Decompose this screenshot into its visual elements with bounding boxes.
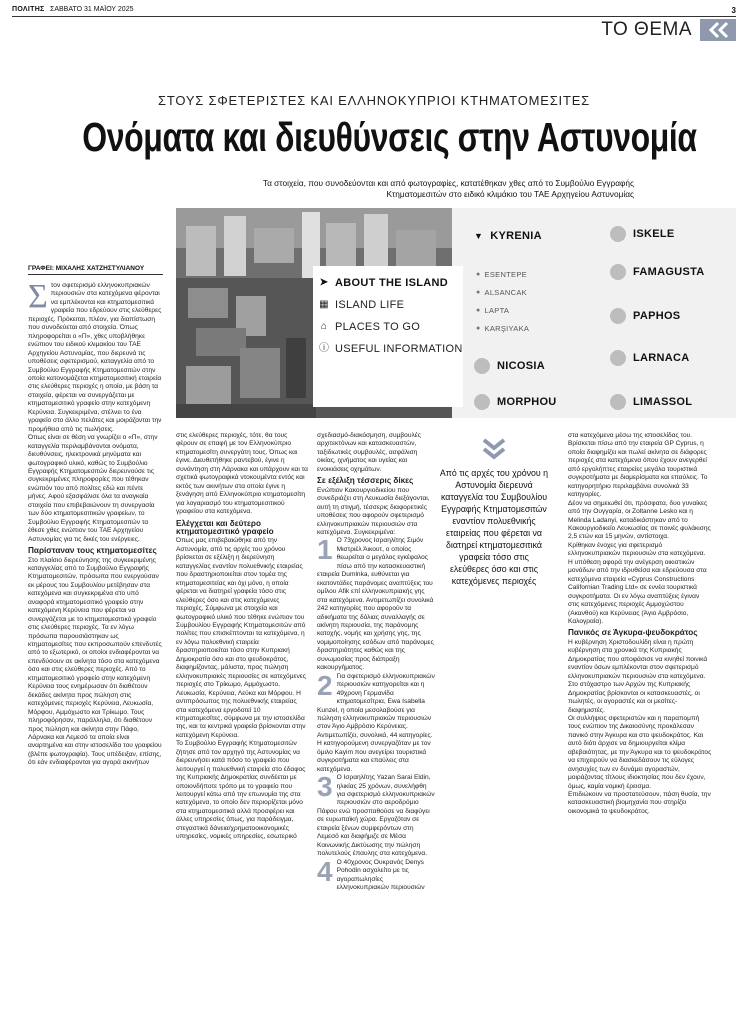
- list-number: 3: [317, 771, 333, 803]
- paragraph: Η υπόθεση αφορά την ανέγερση οικιστικών μονάδων από την ιδρυθείσα και εδρεύουσα στα κατεχόμενα εταιρεία «Cyprus Constructions Californian Trading Ltd» σε εννέα τουριστικά συγκροτήματα. Οι εν λόγω αναπτύξεις έγιναν στις κατεχόμενες περιοχές Αμμοχώστου (Ακανθού) και Κερύνειας (Άγιο Αμβρόσιο, Καλογραία).: [568, 558, 707, 625]
- region-dot: [610, 350, 626, 366]
- paragraph: Οι συλλήψεις σφετεριστών και η παραπομπή τους ενώπιον της Δικαιοσύνης προκάλεσαν πανικό στην Άγκυρα και στο ψευδοκράτος. Και αυτό διότι άρχισε να δημιουργείται κλίμα αβεβαιότητας, με την Άγκυρα και το ψευδοκράτος να επιχειρούν να διασκεδάσουν τις εύλογες ανησυχίες των εν δυνάμει αγοραστών, μοιράζοντας τίτλους ιδιοκτησίας που δεν έχουν, όμως, καμία νομική έρεισμα.: [568, 714, 712, 790]
- list-item: Ο 40χρονος Ουκρανός Denys Pohodin ασχολείτο με τις αγοραπωλησίες ελληνοκυπριακών περιουσιών: [336, 858, 425, 892]
- region-dot: [474, 358, 490, 374]
- subregion-karsiyaka[interactable]: ● KARŞIYAKA: [476, 324, 530, 333]
- paragraph: Η κυβέρνηση Χριστοδουλίδη είναι η πρώτη κυβέρνηση στα χρονικά της Κυπριακής Δημοκρατίας που αποφάσισε να κινηθεί ποινικά εναντίον όσων εμπλέκονται στον σφετερισμό ελληνοκυπριακών περιουσιών στα κατεχόμενα. Στο στόχαστρο των Αρχών της Κυπριακής Δημοκρατίας βρίσκονται οι κατασκευαστές, οι πωλητές, οι αγοραστές και οι μεσίτες-διαφημιστές.: [568, 638, 708, 714]
- subheading: Παρίσταναν τους κτηματομεσίτες: [28, 546, 157, 556]
- newspaper-brand: ΠΟΛΙΤΗΣ: [12, 6, 45, 13]
- menu-item-about[interactable]: [313, 272, 463, 294]
- paragraph: Όπως μας επιβεβαιώθηκε από την Αστυνομία, από τις αρχές του χρόνου βρίσκεται σε εξέλιξη η διερεύνηση καταγγελίας εναντίον πολυεθνικής εταιρείας που δραστηριοποιείται στον τομέα της κτηματομεσιτείας και όχι μόνο, η οποία φέρεται να διατηρεί γραφεία τόσο στις ελεύθερες όσο και στις κατεχόμενες περιοχές. Σύμφωνα με στοιχεία και φωτογραφικό υλικό που τέθηκε ενώπιον του Συμβουλίου Εγγραφής Κτηματομεσιτών από πολίτες που επισκέπτονται τα κατεχόμενα, η εν λόγω πολυεθνική εταιρεία δραστηριοποιείται τόσο στην Κυπριακή Δημοκρατία όσο και στο ψευδοκράτος, διαφημίζοντας, μάλιστα, προς πώληση ελληνοκυπριακές περιουσίες σε κατεχόμενες περιοχές στο Τρίκωμο, Αμμόχωστο, Λευκωσία, Κερύνεια, Λεύκα και Μόρφου. Η αντιπρόσωπος της πολυεθνικής εταιρείας στα κατεχόμενα εργοδοτεί 10 κτηματομεσίτες, σύμφωνα με την ιστοσελίδα της, και τα κεντρικά γραφεία βρίσκονται στην κατεχόμενη Κερύνεια.: [176, 537, 306, 739]
- byline: ΓΡΑΦΕΙ: ΜΙΧΑΛΗΣ ΧΑΤΖΗΣΤΥΛΙΑΝΟΥ: [28, 265, 163, 275]
- drop-cap: Σ: [28, 282, 48, 315]
- list-number: 4: [317, 855, 333, 887]
- headline: Ονόματα και διευθύνσεις στην Αστυνομία: [82, 114, 697, 160]
- region-dot: [610, 264, 626, 280]
- paragraph: Επιδιώκουν να προστατεύσουν, πάση θυσία, την κατασκευαστική βιομηχανία που στηρίζει οικονομικά το ψευδοκράτος.: [568, 791, 711, 815]
- region-iskele[interactable]: ISKELE: [610, 226, 675, 242]
- subregion-esentepe[interactable]: ● ESENTEPE: [476, 270, 527, 279]
- paragraph: σχεδιασμό-διακόσμηση, συμβουλές αρχιτεκτόνων και κατασκευαστών, ταξιδιωτικές συμβουλές, ασφάλιση οικίας, ιχνήματος και υγείας και ενοικιάσεις οχημάτων.: [317, 432, 421, 473]
- region-dot: [610, 394, 626, 410]
- pin-icon: ●: [476, 325, 481, 332]
- landmark-icon: ⌂: [320, 321, 328, 332]
- menu-item-places[interactable]: [313, 316, 463, 338]
- subregion-alsancak[interactable]: ● ALSANCAK: [476, 288, 527, 297]
- menu-item-useful-info[interactable]: [313, 338, 463, 360]
- pin-icon: ●: [476, 307, 481, 314]
- region-dot: [610, 226, 626, 242]
- paragraph: Στο πλαίσιο διερεύνησης της συγκεκριμένης καταγγελίας από το Συμβούλιο Εγγραφής Κτηματομεσιτών, πρόσωπα που ενεργούσαν εκ μέρους του Συμβουλίου μετέβησαν στα κατεχόμενα και συγκεκριμένα στο υπό αναφορά κτηματομεσιτικό γραφείο στην κατεχόμενη Κερύνεια που φέρεται να συνεργάζεται με το κτηματομεσιτικό γραφείο στις ελεύθερες περιοχές. Τα εν λόγω πρόσωπα παρουσιάστηκαν ως κτηματομεσίτες που εκπροσωπούν επενδυτές από το εξωτερικό, οι οποίοι ενδιαφέρονται να επενδύσουν σε ακίνητα τόσο στα κατεχόμενα όσο και στις ελεύθερες περιοχές. Από το κτηματομεσιτικό γραφείο στην κατεχόμενη Κερύνεια τους ενημέρωσαν ότι διαθέτουν δεκάδες ακίνητα προς πώληση στις κατεχόμενες περιοχές Κερύνεια, Λευκωσία, Μόρφου, Αμμόχωστο και Τρίκωμο. Τους πληροφόρησαν, παράλληλα, ότι διαθέτουν προς πώληση και ακίνητα στην Πάφο, Λάρνακα και Λεμεσό τα οποία είναι αναρτημένα και στην ιστοσελίδα του γραφείου (βλέπε φωτογραφία). Τους υπέδειξαν, επίσης, ότι εάν ενδιαφέρονται για αγορά ακινήτων: [28, 556, 162, 767]
- region-famagusta[interactable]: FAMAGUSTA: [610, 264, 705, 280]
- paragraph: Το Συμβούλιο Εγγραφής Κτηματομεσιτών ζήτησε από τον αρχηγό της Αστυνομίας να διερευνήσει κατά πόσο το γραφείο που λειτουργεί η πολυεθνική εταιρεία στο έδαφος της Κυπριακής Δημοκρατίας συνδέεται με οποιονδήποτε τρόπο με το γραφείο που λειτουργεί κάτω από την επωνυμία της στα κατεχόμενα, το οποίο δεν περιορίζεται μόνο στα κτηματομεσιτικά αλλά προσφέρει και άλλες υπηρεσίες όπως, για παράδειγμα, στεγαστικά δάνεια/χρηματοοικονομικές υπηρεσίες, νομικές υπηρεσίες, εσωτερικό: [176, 740, 306, 841]
- issue-date: ΣΑΒΒΑΤΟ 31 ΜΑΪΟΥ 2025: [50, 6, 134, 13]
- site-menu: [313, 266, 463, 407]
- paragraph: στα κατεχόμενα μέσω της ιστοσελίδας του. Βρίσκεται πίσω από την εταιρεία GP Cyprus, η οποία διαφημίζει και πωλεί ακίνητα σε διάφορες περιοχές στα κατεχόμενα όπου έχουν ανεγερθεί από εργολήπτες εταιρείες μεγάλα τουριστικά συγκροτήματα με διαμερίσματα και επαύλεις. Το κατηγορητήριο περιλαμβάνει συνολικά 33 κατηγορίες.: [568, 432, 708, 499]
- subregion-lapta[interactable]: ● LAPTA: [476, 306, 510, 315]
- region-larnaca[interactable]: LARNACA: [610, 350, 689, 366]
- section-label: ΤΟ ΘΕΜΑ: [601, 19, 692, 40]
- list-number: 2: [317, 669, 333, 701]
- pull-quote: [439, 437, 549, 587]
- region-dot: [474, 394, 490, 410]
- section-banner: [601, 19, 736, 41]
- article-column-1: [28, 282, 163, 1017]
- region-kyrenia[interactable]: ▼ KYRENIA: [474, 230, 542, 242]
- pin-icon: ●: [476, 289, 481, 296]
- region-dot: [610, 308, 626, 324]
- double-chevron-down-icon: [481, 437, 507, 461]
- paragraph: τον σφετερισμό ελληνοκυπριακών περιουσιών στα κατεχόμενα φέρονται να εμπλέκονται και κτηματομεσιτικά γραφεία που εδρεύουν στις ελεύθερες περιοχές. Πρόκειται, πλέον, για διαπίστωση που συνοδεύεται από στοιχεία. Όπως πληροφορείται ο «Π», χθες υποβλήθηκε ενώπιον του ειδικού κλιμακίου του ΤΑΕ Αρχηγείου Αστυνομίας, που διερευνά τις υποθέσεις σφετερισμού, καταγγελία από το Συμβούλιο Εγγραφής Κτηματομεσιτών στην οποία κατονομάζεται κτηματομεσιτική εταιρεία στις ελεύθερες περιοχές η οποία, με βάση τα στοιχεία, φέρεται να συνεργάζεται με κτηματομεσιτικό γραφείο στην κατεχόμενη Κερύνεια. Συγκεκριμένα, στέλνει το ένα γραφείο στο άλλο πελάτες και μοιράζονται την προμήθεια από τις πωλήσεις.: [28, 282, 162, 433]
- deck-subtitle: Τα στοιχεία, που συνοδεύονται και από φωτογραφίες, κατατέθηκαν χθες από το Συμβούλιο Εγγραφής Κτηματομεσιτών στο ειδικό κλιμάκιο του ΤΑΕ Αρχηγείου Αστυνομίας: [262, 178, 634, 199]
- menu-item-island-life[interactable]: [313, 294, 463, 316]
- paragraph: στις ελεύθερες περιοχές, τότε, θα τους φέρουν σε επαφή με τον Ελληνοκύπριο κτηματομεσίτη συνεργάτη τους. Όπως και έγινε. Διευθετήθηκε ραντεβού, έγινε η συνάντηση στη Λάρνακα και υπάρχουν και τα σχετικά φωτογραφικά ντοκουμέντα εντός και εκτός των ακινήτων στα οποία έγινε η ξενάγηση από Ελληνοκύπριο κτηματομεσίτη για λογαριασμό του κτηματομεσιτικού γραφείου στα κατεχόμενα.: [176, 432, 308, 516]
- chevron-down-icon: ▼: [474, 231, 484, 241]
- menu-item-label: ISLAND LIFE: [335, 299, 405, 311]
- subheading: Ελέγχεται και δεύτερο κτηματομεσιτικό γραφείο: [176, 518, 274, 536]
- double-chevron-left-icon: [700, 19, 736, 41]
- list-item: Ο 73χρονος Ισραηλίτης Σιμόν Μιστριέλ Άικουτ, ο οποίος θεωρείται ο μεγάλος εγκέφαλος πίσω από την κατασκευαστική εταιρεία Dumlnka, ευθύνεται για εκατοντάδες παράνομες αναπτύξεις του ομίλου Afik επί ελληνοκυπριακής γης στα κατεχόμενα. Αντιμετωπίζει συνολικά 242 κατηγορίες που αφορούν τα αδικήματα της δόλιας συναλλαγής σε ακίνητη περιουσία, της παράνομης κατοχής, νομής και χρήσης γης, της νομιμοποίησης εσόδων από παράνομες δραστηριότητες καθώς και της συνωμοσίας προς διάπραξη κακουργήματος.: [317, 537, 434, 672]
- menu-item-label: ABOUT THE ISLAND: [335, 277, 448, 289]
- article-column-3: [317, 432, 435, 1017]
- paragraph: Δέον να σημειωθεί ότι, πρόσφατα, δυο γυναίκες από την Ουγγαρία, οι Zoltanne Lesko και η Melinda Ladanyi, καταδικάστηκαν από το Κακουργιοδικείο Λευκωσίας σε ποινές φυλάκισης 2,5 ετών και 15 μηνών, αντίστοιχα.: [568, 499, 711, 541]
- header-rule: [12, 16, 736, 17]
- paragraph: Όπως είναι σε θέση να γνωρίζει ο «Π», στην καταγγελία περιλαμβάνονται ονόματα, διευθύνσεις, ηλεκτρονικά μηνύματα και φωτογραφικό υλικό, καθώς το Συμβούλιο Εγγραφής Κτηματομεσιτών διερευνούσε τις συγκεκριμένες πληροφορίες που τέθηκαν ενώπιόν του από πολίτες εδώ και πέντε μήνες. Αφού εξασφάλισε όλα τα αναγκαία στοιχεία που επιβεβαιώνουν τη συνεργασία των δύο κτηματομεσιτικών γραφείων, το Συμβούλιο Εγγραφής Κτηματομεσιτών τα έθεσε χθες ενώπιον του ΤΑΕ Αρχηγείου Αστυνομίας για τις δικές του ενέργειες.: [28, 434, 158, 543]
- arrow-right-icon: ➤: [319, 277, 329, 288]
- paragraph: Κρίθηκαν ένοχες για σφετερισμό ελληνοκυπριακών περιουσιών στα κατεχόμενα.: [568, 541, 706, 558]
- website-screenshot: [176, 208, 736, 418]
- pull-quote-text: Από τις αρχές του χρόνου η Αστυνομία διερευνά καταγγελία του Συμβουλίου Εγγραφής Κτηματομεσιτών εναντίον πολυεθνικής εταιρείας που φέρεται να διατηρεί κτηματομεσιτικά γραφεία τόσο στις ελεύθερες όσο και στις κατεχόμενες περιοχές: [439, 468, 549, 586]
- building-icon: ▦: [319, 299, 329, 310]
- list-number: 1: [317, 534, 333, 566]
- subheading: Πανικός σε Άγκυρα-ψευδοκράτος: [568, 628, 698, 638]
- pin-icon: ●: [476, 271, 481, 278]
- menu-item-label: PLACES TO GO: [335, 321, 421, 333]
- subheading: Σε εξέλιξη τέσσερις δίκες: [317, 476, 414, 486]
- menu-item-label: USEFUL INFORMATION: [335, 343, 463, 355]
- info-icon: ⓘ: [319, 343, 330, 354]
- page-header: [12, 6, 736, 38]
- list-item: Ο Ισραηλίτης Yazan Sarai Eldin, ηλικίας 25 χρόνων, συνελήφθη για σφετερισμό ελληνοκυπριακών περιουσιών στο αεροδρόμιο Πάφου ενώ προσπαθούσε να διαφύγει σε ευρωπαϊκή χώρα. Εργαζόταν σε εταιρεία ξένων συμφερόντων στη Λεμεσό και διαφήμιζε σε Μέσα Κοινωνικής Δικτύωσης την πώληση πολυτελούς έπαυλης στα κατεχόμενα.: [317, 774, 435, 858]
- list-item: Για σφετερισμό ελληνοκυπριακών περιουσιών κατηγορείται και η 49χρονη Γερμανίδα κτηματομεσίτρια, Ewa Isabella Kunzel, η οποία μεσολαβούσε για πώληση ελληνοκυπριακών περιουσιών στον Άγιο Αμβρόσιο Κερύνειας. Αντιμετωπίζει, συνολικά, 44 κατηγορίες. Η κατηγορούμενη συνεργαζόταν με τον όμιλο Kayim που ανεγείρει τουριστικά συγκροτήματα και επαύλεις στα κατεχόμενα.: [317, 672, 435, 773]
- kicker: ΣΤΟΥΣ ΣΦΕΤΕΡΙΣΤΕΣ ΚΑΙ ΕΛΛΗΝΟΚΥΠΡΙΟΙ ΚΤΗΜΑΤΟΜΕΣΙΤΕΣ: [157, 93, 590, 108]
- region-paphos[interactable]: PAPHOS: [610, 308, 680, 324]
- page-number: 3: [731, 6, 736, 15]
- region-morphou[interactable]: MORPHOU: [474, 394, 557, 410]
- article-column-4: [568, 432, 712, 1017]
- region-nicosia[interactable]: NICOSIA: [474, 358, 545, 374]
- region-list: [462, 208, 736, 418]
- region-limassol[interactable]: LIMASSOL: [610, 394, 692, 410]
- paragraph: Ενώπιον Κακουργιοδικείου που συνεδριάζει στη Λευκωσία διεξάγονται, αυτή τη στιγμή, τέσσερις διαφορετικές υποθέσεις που αφορούν σφετερισμό ελληνοκυπριακών περιουσιών στα κατεχόμενα. Συγκεκριμένα:: [317, 486, 430, 536]
- article-column-2: [176, 432, 308, 1017]
